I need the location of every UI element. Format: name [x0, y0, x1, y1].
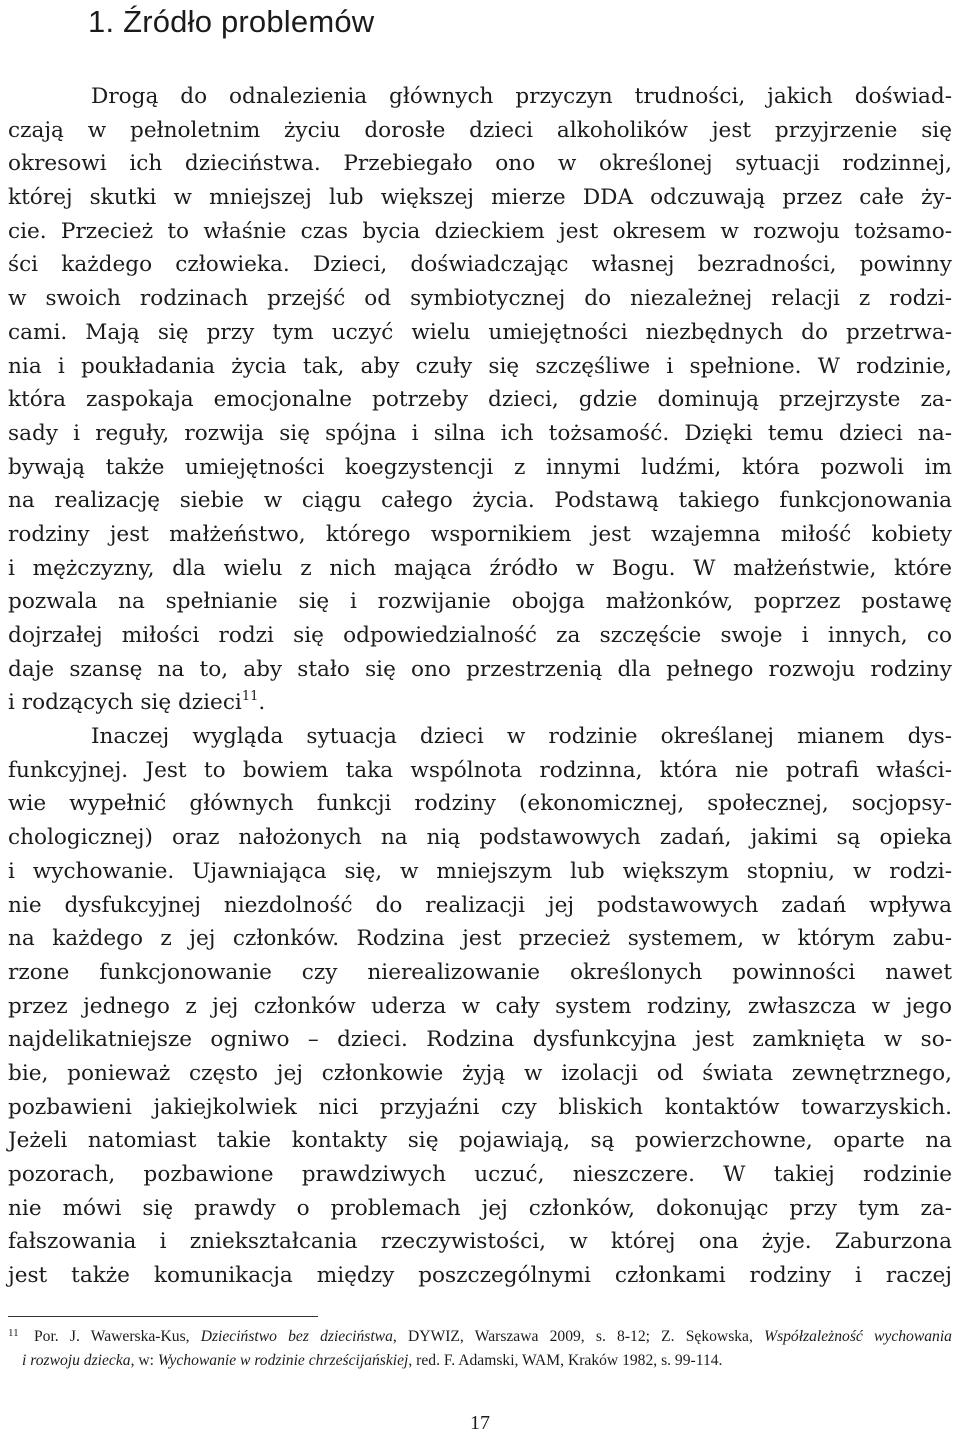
- sentence-period: .: [258, 690, 266, 716]
- footnote-line: [8, 1349, 952, 1373]
- footnote-separator: [8, 1316, 318, 1317]
- text-line: fałszowania i zniekształcania rzeczywistości, w której ona żyje. Zaburzona: [8, 1229, 952, 1255]
- body-text: [8, 80, 952, 1293]
- text-line: nie dysfukcyjnej niezdolność do realizacji jej podstawowych zadań wpływa: [8, 892, 952, 918]
- footnote-title: Dzieciństwo bez dzieciństwa: [200, 1328, 393, 1345]
- footnote-title: i rozwoju dziecka: [22, 1352, 131, 1369]
- text-line: dojrzałej miłości rodzi się odpowiedzialność za szczęście swoje i innych, co: [8, 623, 952, 648]
- text-line: okresowi ich dzieciństwa. Przebiegało ono w określonej sytuacji rodzinnej,: [8, 151, 952, 177]
- text-line: i wychowanie. Ujawniająca się, w mniejszym lub większym stopniu, w rodzi-: [8, 858, 952, 884]
- text-line: która zaspokaja emocjonalne potrzeby dzieci, gdzie dominują przejrzyste za-: [8, 387, 952, 413]
- text-line: funkcyjnej. Jest to bowiem taka wspólnota rodzinna, która nie potrafi właści-: [8, 757, 952, 783]
- text-line: Inaczej wygląda sytuacja dzieci w rodzinie określanej mianem dys-: [91, 724, 952, 750]
- text-line: i mężczyzny, dla wielu z nich mająca źródło w Bogu. W małżeństwie, które: [8, 555, 952, 581]
- footnote: [8, 1325, 952, 1373]
- footnote-text: , red. F. Adamski, WAM, Kraków 1982, s. 99-114.: [408, 1352, 723, 1369]
- footnote-title: Wychowanie w rodzinie chrześcijańskiej: [157, 1352, 409, 1369]
- text-line: w swoich rodzinach przejść od symbiotycznej do niezależnej relacji z rodzi-: [8, 286, 952, 312]
- text-line: na każdego z jej członków. Rodzina jest przecież systemem, w którym zabu-: [8, 926, 952, 952]
- text-line: bie, ponieważ często jej członkowie żyją w izolacji od świata zewnętrznego,: [8, 1060, 952, 1086]
- footnote-text: Por. J. Wawerska-Kus,: [34, 1328, 201, 1345]
- text-line: której skutki w mniejszej lub większej mierze DDA odczuwają przez całe ży-: [8, 185, 952, 211]
- text-line: ści każdego człowieka. Dzieci, doświadczając własnej bezradności, powinny: [8, 252, 952, 278]
- footnote-line: 11 Por. J. Wawerska-Kus, Dzieciństwo bez dzieciństwa, DYWIZ, Warszawa 2009, s. 8-12; Z. Sękowska, Współzależność wychowania: [8, 1327, 952, 1345]
- paragraph-end-line: [8, 686, 952, 720]
- text-line: przez jednego z jej członków uderza w cały system rodziny, zwłaszcza w jego: [8, 993, 952, 1019]
- text-line: rodziny jest małżeństwo, którego wspornikiem jest wzajemna miłość kobiety: [8, 521, 952, 547]
- text-line: czają w pełnoletnim życiu dorosłe dzieci alkoholików jest przyjrzenie się: [8, 117, 952, 143]
- text-line: pozorach, pozbawione prawdziwych uczuć, nieszczere. W takiej rodzinie: [8, 1162, 952, 1187]
- text-line: nia i poukładania życia tak, aby czuły się szczęśliwe i spełnione. W rodzinie,: [8, 353, 952, 379]
- text-line: wie wypełnić głównych funkcji rodziny (ekonomicznej, społecznej, socjopsy-: [8, 791, 952, 817]
- footnote-text: , DYWIZ, Warszawa 2009, s. 8-12; Z. Sękowska,: [392, 1328, 765, 1345]
- footnote-title: Współzależność wychowania: [764, 1328, 952, 1345]
- text-line: rzone funkcjonowanie czy nierealizowanie określonych powinności nawet: [8, 959, 952, 985]
- text-line: pozbawieni jakiejkolwiek nici przyjaźni czy bliskich kontaktów towarzyskich.: [8, 1094, 952, 1120]
- text-line: bywają także umiejętności koegzystencji z innymi ludźmi, która pozwoli im: [8, 454, 952, 480]
- text-line: na realizację siebie w ciągu całego życia. Podstawą takiego funkcjonowania: [8, 488, 952, 514]
- footnote-reference: 11: [241, 689, 259, 705]
- footnote-text: , w:: [130, 1352, 158, 1369]
- text-line: Drogą do odnalezienia głównych przyczyn trudności, jakich doświad-: [91, 84, 952, 109]
- page-number: 17: [470, 1412, 490, 1434]
- section-heading: 1. Źródło problemów: [88, 4, 375, 39]
- text-line: najdelikatniejsze ogniwo – dzieci. Rodzina dysfunkcyjna jest zamknięta w so-: [8, 1027, 952, 1053]
- text-line: pozwala na spełnianie się i rozwijanie obojga małżonków, poprzez postawę: [8, 589, 952, 615]
- text-line: jest także komunikacja między poszczególnymi członkami rodziny i raczej: [8, 1263, 952, 1289]
- text-line: cie. Przecież to właśnie czas bycia dzieckiem jest okresem w rozwoju tożsamo-: [8, 218, 952, 244]
- text-line-content: i rodzących się dzieci: [8, 690, 242, 716]
- text-line: Jeżeli natomiast takie kontakty się pojawiają, są powierzchowne, oparte na: [8, 1128, 952, 1154]
- text-line: cami. Mają się przy tym uczyć wielu umiejętności niezbędnych do przetrwa-: [8, 319, 952, 345]
- text-line: sady i reguły, rozwija się spójna i silna ich tożsamość. Dzięki temu dzieci na-: [8, 420, 952, 446]
- text-line: chologicznej) oraz nałożonych na nią podstawowych zadań, jakimi są opieka: [8, 825, 952, 851]
- text-line: nie mówi się prawdy o problemach jej członków, dokonując przy tym za-: [8, 1195, 952, 1221]
- text-line: daje szansę na to, aby stało się ono przestrzenią dla pełnego rozwoju rodziny: [8, 656, 952, 682]
